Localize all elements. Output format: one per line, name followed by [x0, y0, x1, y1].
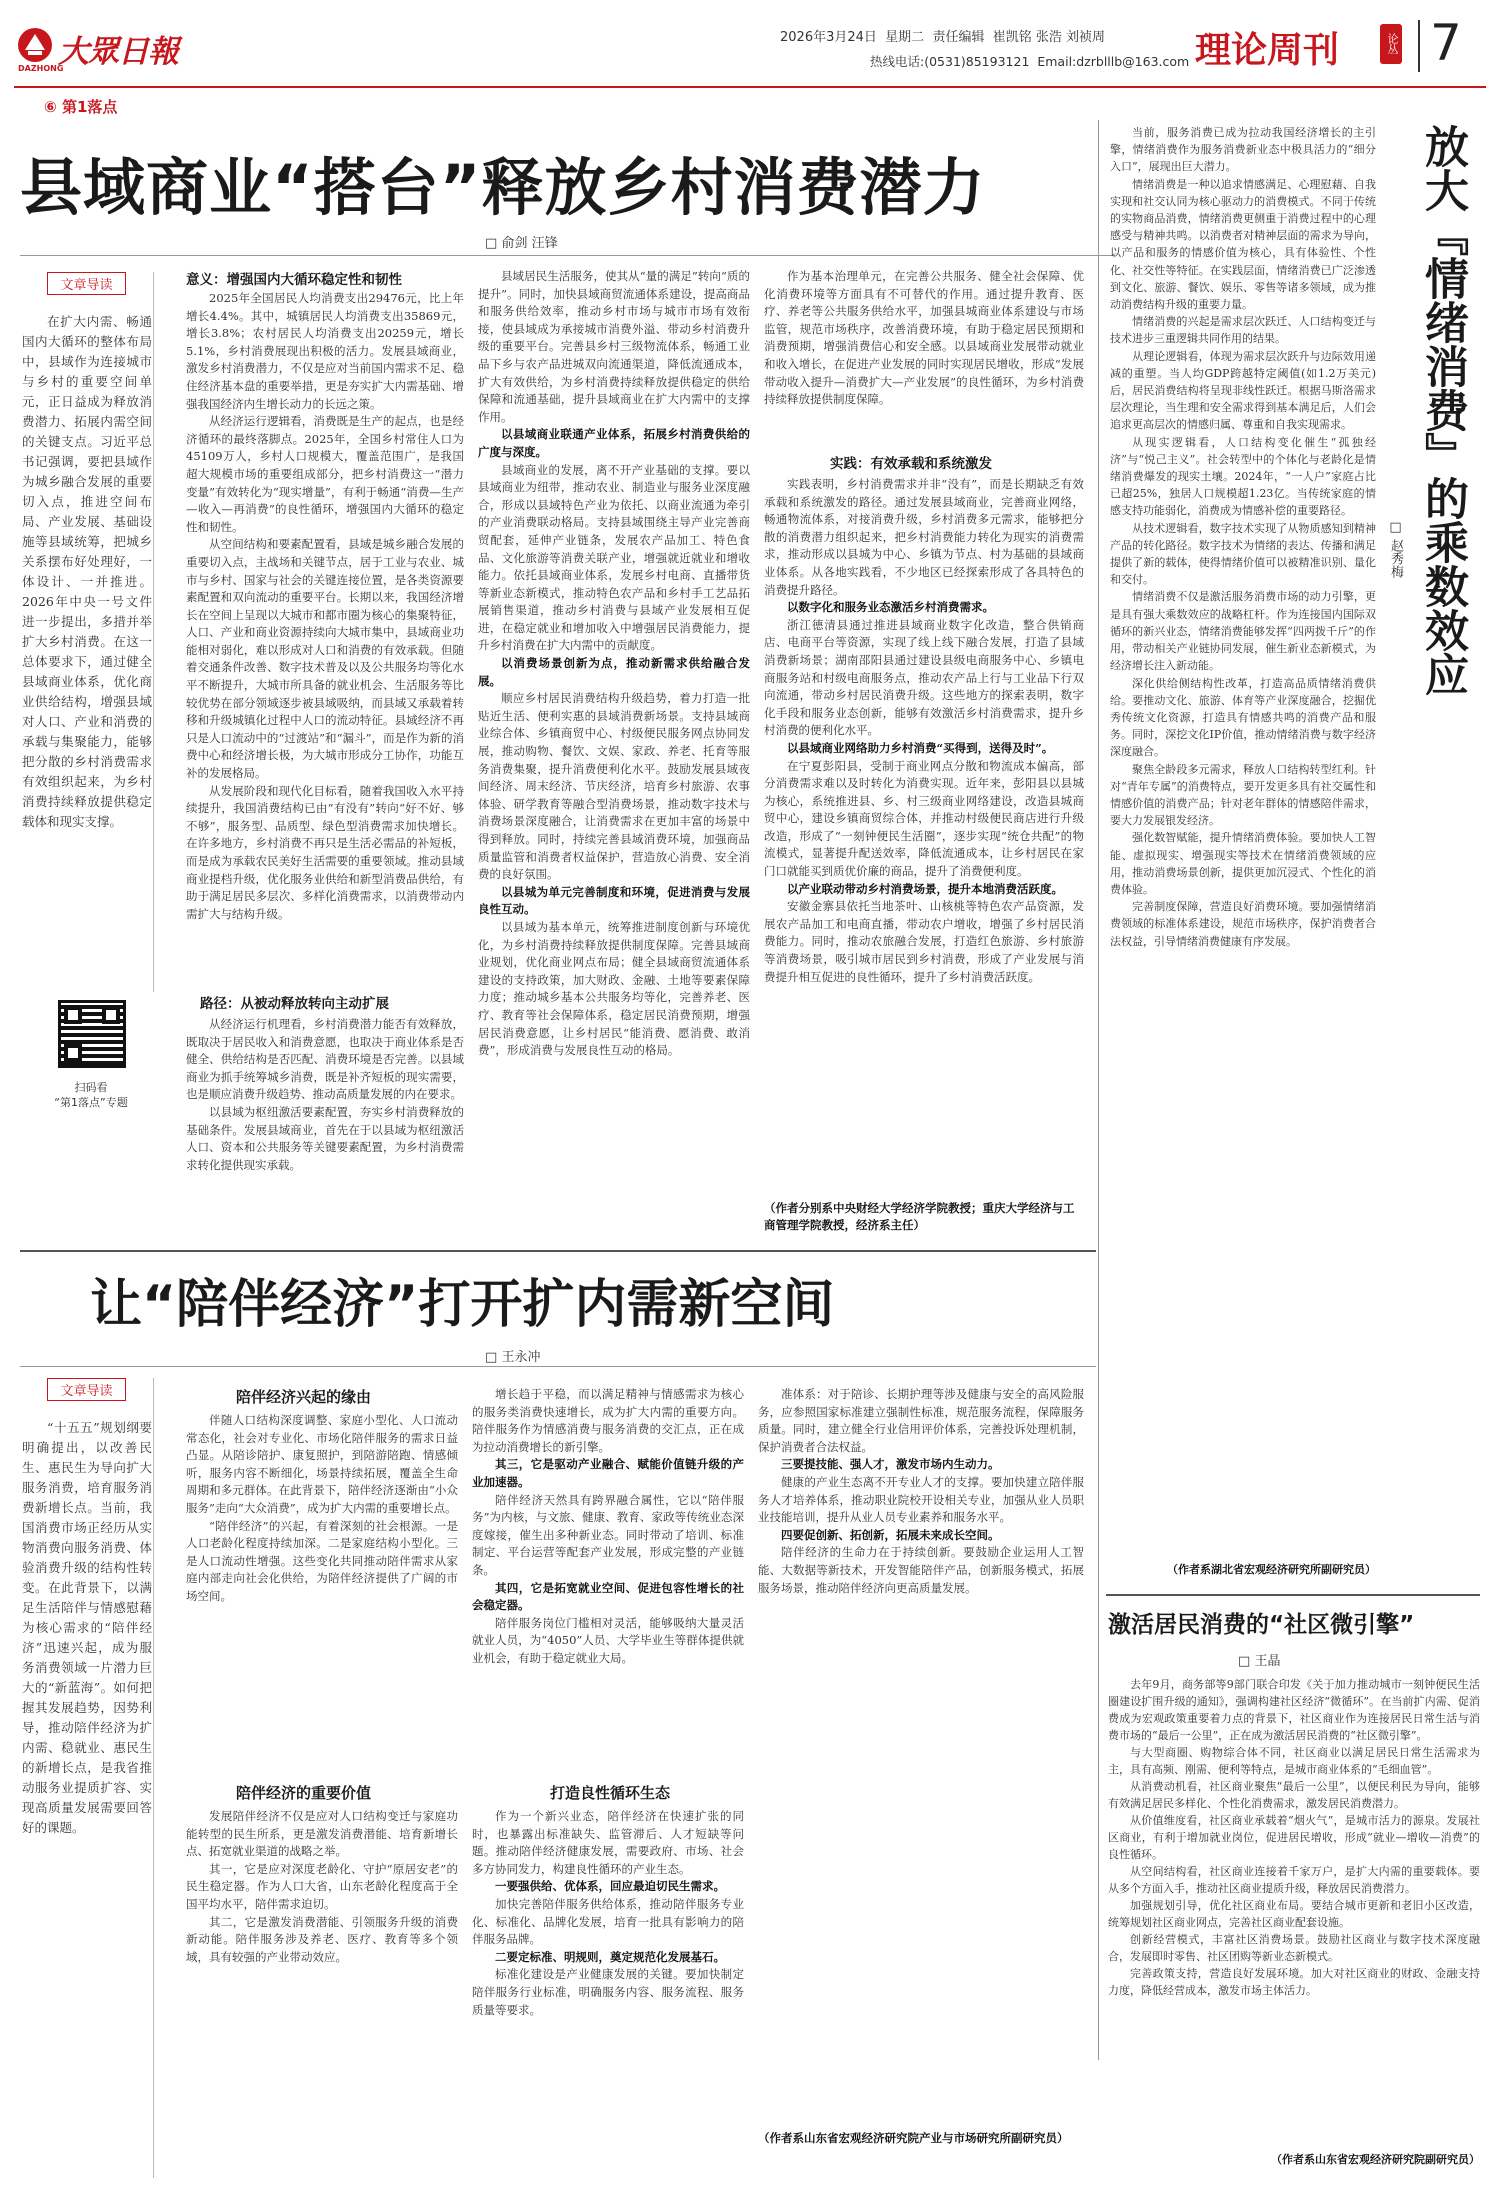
- author-box-icon: □: [1238, 1654, 1251, 1669]
- qr-caption-line2: “第1落点”专题: [54, 1096, 128, 1109]
- guide-label: 文章导读: [47, 272, 125, 295]
- paragraph: 从现实逻辑看，人口结构变化催生“孤独经济”与“悦己主义”。社会转型中的个体化与老龄化是情绪消费爆发的现实土壤。2024年，“一人户”家庭占比已超25%，独居人口规模超1.23亿。当传统家庭的情感支持功能弱化，消费成为情感补偿的重要路径。: [1110, 435, 1376, 518]
- paragraph: 其一，它是应对深度老龄化、守护“原居安老”的民生稳定器。作为人口大省，山东老龄化程度高于全国平均水平，陪伴需求迫切。: [186, 1861, 458, 1911]
- qr-caption-line1: 扫码看: [74, 1081, 108, 1094]
- article2-sub1: 陪伴经济兴起的缘由: [236, 1388, 372, 1406]
- paragraph: 增长趋于平稳，而以满足精神与情感需求为核心的服务类消费快速增长，成为扩大内需的重要方向。陪伴服务作为情感消费与服务消费的交汇点，正在成为拉动消费增长的新引擎。: [472, 1387, 744, 1454]
- paragraph: 以县域为基本单元，统筹推进制度创新与环境优化，为乡村消费持续释放提供制度保障。完善县域商业规划，优化商业网点布局；健全县域商贸流通体系建设的支持政策，加大财政、金融、土地等要素保障力度；推动城乡基本公共服务均等化，完善养老、医疗、教育等社会保障体系，稳定居民消费预期，增强居民消费意愿，让乡村居民“能消费、愿消费、敢消费”，形成消费与发展良性互动的格局。: [478, 919, 750, 1058]
- author-box-icon: □: [1388, 520, 1403, 535]
- bold-subheading: 四要促创新、拓创新，拓展未来成长空间。: [781, 1527, 1000, 1542]
- masthead-rule: [14, 86, 1486, 88]
- paragraph: 从价值维度看，社区商业承载着“烟火气”，是城市活力的源泉。发展社区商业，有利于增加就业岗位，促进居民增收，形成“就业—增收—消费”的良性循环。: [1108, 1814, 1480, 1861]
- author-box-icon: □: [485, 236, 498, 251]
- issue-date: 2026年3月24日: [780, 30, 877, 45]
- bold-subheading: 其三，它是驱动产业融合、赋能价值链升级的产业加速器。: [472, 1457, 744, 1489]
- newspaper-logo: [16, 26, 182, 72]
- article2-sub3: 打造良性循环生态: [550, 1784, 671, 1802]
- article1-section3-heading: 实践：有效承载和系统激发: [830, 456, 992, 472]
- kicker: [44, 96, 117, 117]
- kicker-badge-icon: ⑥: [44, 98, 57, 116]
- article1-author-note: [764, 1200, 1084, 1234]
- issue-info: [780, 26, 1105, 45]
- masthead: [0, 0, 1500, 82]
- paragraph: 从空间结构看，社区商业连接着千家万户，是扩大内需的重要载体。要从多个方面入手，推动社区商业提质升级，释放居民消费潜力。: [1108, 1865, 1480, 1895]
- paragraph: “陪伴经济”的兴起，有着深刻的社会根源。一是人口老龄化程度持续加深。二是家庭结构小型化。三是人口流动性增强。这些变化共同推动陪伴需求从家庭内部走向社会化供给，为陪伴经济提供了广阔的市场空间。: [186, 1518, 458, 1603]
- logo-text: 大眾日報: [58, 34, 178, 70]
- paragraph: 去年9月，商务部等9部门联合印发《关于加力推动城市一刻钟便民生活圈建设扩围升级的通知》，强调构建社区经济“微循环”。在当前扩内需、促消费成为宏观政策重要着力点的背景下，社区商业作为连接居民日常生活与消费市场的“最后一公里”，正在成为激活居民消费的“社区微引擎”。: [1108, 1678, 1480, 1742]
- bold-subheading: 以县城为单元完善制度和环境，促进消费与发展良性互动。: [478, 884, 750, 917]
- paragraph: 伴随人口结构深度调整、家庭小型化、人口流动常态化，社会对专业化、市场化陪伴服务的需求日益凸显。从陪诊陪护、康复照护，到陪游陪跑、情感倾听，服务内容不断细化，场景持续拓展，覆盖全生命周期和多元群体。在此背景下，陪伴经济逐渐由“小众服务”走向“大众消费”，成为扩大内需的重要增长点。: [186, 1413, 458, 1515]
- article4-author-name: 王晶: [1254, 1654, 1281, 1669]
- article2-title: 让“陪伴经济”打开扩内需新空间: [90, 1275, 835, 1335]
- article1-col3-body: [764, 268, 1084, 448]
- paragraph: 陪伴服务岗位门槛相对灵活，能够吸纳大量灵活就业人员，为“4050”人员、大学毕业生等群体提供就业机会，有助于稳定就业大局。: [472, 1615, 744, 1665]
- paragraph: 从空间结构和要素配置看，县域是城乡融合发展的重要切入点，主战场和关键节点，居于工业与农业、城市与乡村、国家与社会的关键连接位置，是各类资源要素配置和双向流动的重要平台。长期以来，我国经济增长在空间上呈现以大城市和都市圈为核心的集聚特征，人口、产业和商业资源持续向大城市集中，县域商业功能相对弱化，难以形成对人口和消费的有效承载。但随着交通条件改善、数字技术普及以及公共服务均等化水平不断提升，大城市所具备的就业机会、生活服务等比较优势在部分领域逐步被县域吸纳，而县域又承载着转移和升级城镇化过程中人口的流动特征。县域经济不再只是人口流动中的“过渡站”和“漏斗”，而是作为新的消费中心和经济增长极，为大城市形成分工协作，功能互补的发展格局。: [186, 537, 464, 781]
- editor-names: 崔凯铭 张浩 刘祯周: [992, 30, 1105, 45]
- editor-label: 责任编辑: [932, 30, 985, 45]
- bold-subheading: 三要提技能、强人才，激发市场内生动力。: [781, 1457, 1000, 1472]
- paragraph: 加快完善陪伴服务供给体系，推动陪伴服务专业化、标准化、品牌化发展，培育一批具有影响力的陪伴服务品牌。: [472, 1896, 744, 1947]
- article2-col2-body2: [472, 1808, 744, 2178]
- article2-col1-body2: [186, 1808, 458, 2178]
- article1-col1-body: [186, 290, 464, 980]
- paragraph: 安徽金寨县依托当地茶叶、山核桃等特色农产品资源，发展农产品加工和电商直播，带动农户增收，增强了乡村居民消费能力。同时，推动农旅融合发展，打造红色旅游、乡村旅游等消费场景，吸引城市居民到乡村消费，形成了产业发展与消费提升相互促进的良性循环，提升了乡村消费活跃度。: [764, 899, 1084, 984]
- article2-author-note: （作者系山东省宏观经济研究院产业与市场研究所副研究员）: [758, 2131, 1069, 2145]
- page-divider: [1418, 20, 1420, 72]
- article2-col3-body: [758, 1386, 1084, 2126]
- article3-body: [1110, 124, 1376, 1554]
- paragraph: 从消费动机看，社区商业聚焦“最后一公里”，以便民利民为导向，能够有效满足居民多样化、个性化消费需求，激发居民消费潜力。: [1108, 1780, 1480, 1810]
- paragraph: 强化数智赋能，提升情绪消费体验。要加快人工智能、虚拟现实、增强现实等技术在情绪消费领域的应用，推动消费场景创新，提供更加沉浸式、个性化的消费体验。: [1110, 831, 1376, 896]
- title-rule: [20, 255, 1115, 256]
- article1-section1-heading: 意义：增强国内大循环稳定性和韧性: [186, 272, 402, 288]
- paragraph: 完善制度保障，营造良好消费环境。要加强情绪消费领域的标准体系建设，规范市场秩序，保护消费者合法权益，引导情绪消费健康有序发展。: [1110, 900, 1376, 948]
- article3-author-note: （作者系湖北省宏观经济研究所副研究员）: [1167, 1563, 1376, 1576]
- paragraph: 发展陪伴经济不仅是应对人口结构变迁与家庭功能转型的民生所系，更是激发消费潜能、培育新增长点、拓宽就业渠道的战略之举。: [186, 1809, 458, 1859]
- article4-title: 激活居民消费的“社区微引擎”: [1108, 1612, 1415, 1638]
- article2-title-rule: [20, 1366, 1096, 1367]
- author-note-label: （作者分别系中央财经大学经济学院教授；: [764, 1201, 983, 1215]
- hotline: 热线电话:(0531)85193121: [870, 54, 1030, 69]
- guide-paragraph: 在扩大内需、畅通国内大循环的整体布局中，县域作为连接城市与乡村的重要空间单元，正日益成为释放消费潜力、拓展内需空间的关键支点。习近平总书记强调，要把县域作为城乡融合发展的重要切入点，推进空间布局、产业发展、基础设施等县域统筹，把城乡关系摆布好处理好，一体设计、一并推进。2026年中央一号文件进一步提出，多措并举扩大乡村消费。在这一总体要求下，通过健全县域商业体系，优化商业供给结构，增强县域对人口、产业和消费的承载与集聚能力，能够把分散的乡村消费需求有效组织起来，为乡村消费持续释放提供稳定载体和现实支撑。: [22, 314, 152, 829]
- section-title: 理论周刊: [1195, 30, 1340, 71]
- paragraph: 顺应乡村居民消费结构升级趋势，着力打造一批贴近生活、便利实惠的县域消费新场景。支持县域商业综合体、乡镇商贸中心、村级便民服务网点协同发展，推动购物、餐饮、文娱、家政、养老、托育等服务消费集聚，提升消费便利化水平。鼓励发展县域夜间经济、周末经济、节庆经济，培育乡村旅游、农事体验、研学教育等融合型消费场景，推动数字技术与消费场景深度融合，让消费需求在更加丰富的场景中得到释放。同时，持续完善县域消费环境，加强商品质量监管和消费者权益保护，营造放心消费、安全消费的良好氛围。: [478, 691, 750, 882]
- article1-section2-heading: 路径：从被动释放转向主动扩展: [200, 996, 389, 1012]
- paragraph: 作为一个新兴业态，陪伴经济在快速扩张的同时，也暴露出标准缺失、监管滞后、人才短缺等问题。推动陪伴经济健康发展，需要政府、市场、社会多方协同发力，构建良性循环的产业生态。: [472, 1809, 744, 1876]
- author-box-icon: □: [485, 1350, 498, 1365]
- paragraph: 当前，服务消费已成为拉动我国经济增长的主引擎，情绪消费作为服务消费新业态中极具活力的“细分入口”，展现出巨大潜力。: [1110, 126, 1376, 174]
- bold-subheading: 以县域商业联通产业体系，拓展乡村消费供给的广度与深度。: [478, 427, 750, 459]
- article1-col3-body2: [764, 476, 1084, 1196]
- paragraph: 县域商业的发展，离不开产业基础的支撑。要以县域商业为纽带，推动农业、制造业与服务业深度融合，形成以县域特色产业为依托、以商业流通为牵引的产业消费联动格局。支持县域围绕主导产业完善商贸配套，延伸产业链条，发展农产品加工、特色食品、文化旅游等消费关联产业，增强就近就业和增收能力。依托县域商业体系，发展乡村电商、直播带货等新业态新模式，推动特色农产品和乡村手工艺品拓展销售渠道，推动乡村消费与县域产业发展相互促进，在稳定就业和增加收入中增强居民消费能力，提升乡村消费在扩大内需中的贡献度。: [478, 462, 750, 653]
- paragraph: 聚焦全龄段多元需求，释放人口结构转型红利。针对“青年专属”的消费特点，要开发更多具有社交属性和情感价值的消费产品；针对老年群体的情感陪伴需求，要大力发展银发经济。: [1110, 762, 1376, 828]
- paragraph: 实践表明，乡村消费需求并非“没有”，而是长期缺乏有效承载和系统激发的路径。通过发展县域商业，完善商业网络，畅通物流体系，对接消费升级，乡村消费多元需求，能够把分散的消费潜力组织起来，把乡村消费能力转化为现实的消费需求，推动形成以县城为中心、乡镇为节点、村为基础的县域商业体系。从各地实践看，不少地区已经探索形成了各具特色的消费提升路径。: [764, 477, 1084, 597]
- bold-subheading: 以产业联动带动乡村消费场景，提升本地消费活跃度。: [787, 881, 1063, 896]
- paragraph: 标准化建设是产业健康发展的关键。要加快制定陪伴服务行业标准，明确服务内容、服务流程、服务质量等要求。: [472, 1967, 744, 2017]
- guide-label: 文章导读: [47, 1378, 125, 1401]
- article4-author-note: （作者系山东省宏观经济研究院副研究员）: [1271, 2153, 1480, 2166]
- article2-top-rule: [20, 1250, 1096, 1252]
- paragraph: 健康的产业生态离不开专业人才的支撑。要加快建立陪伴服务人才培养体系，推动职业院校开设相关专业，加强从业人员职业技能培训，提升从业人员专业素养和服务水平。: [758, 1474, 1084, 1525]
- article4-body: [1108, 1676, 1480, 2146]
- paragraph: 陪伴经济天然具有跨界融合属性，它以“陪伴服务”为内核，与文旅、健康、教育、家政等传统业态深度嫁接，催生出多种新业态。同时带动了培训、标准制定、平台运营等配套产业发展，形成完整的产业链条。: [472, 1492, 744, 1577]
- contact-info: [870, 52, 1189, 70]
- article1-title: 县域商业“搭台”释放乡村消费潜力: [20, 151, 986, 224]
- paragraph: 创新经营模式，丰富社区消费场景。鼓励社区商业与数字技术深度融合，发展即时零售、社区团购等新业态新模式。: [1108, 1933, 1480, 1963]
- logo-emblem-icon: [16, 26, 54, 64]
- bold-subheading: 其四，它是拓宽就业空间、促进包容性增长的社会稳定器。: [472, 1580, 744, 1613]
- paragraph: 作为基本治理单元，在完善公共服务、健全社会保障、优化消费环境等方面具有不可替代的作用。通过提升教育、医疗、养老等公共服务供给水平，加强县城商业体系建设与市场监管，规范市场秩序，改善消费环境，有助于稳定居民预期和消费预期，增强消费信心和安全感。以县域商业发展带动就业和收入增长，在促进产业发展的同时实现居民增收，形成“发展带动收入提升—消费扩大—产业发展”的良性循环，为乡村消费持续释放提供制度保障。: [764, 269, 1084, 407]
- paragraph: 2025年全国居民人均消费支出29476元，比上年增长4.4%。其中，城镇居民人均消费支出35869元，增长3.8%；农村居民人均消费支出20259元，增长5.1%，乡村消费展现出积极的活力。发展县域商业，激发乡村消费潜力，不仅是应对当前国内需求不足、稳住经济基本盘的重要举措，更是夯实扩大内需基础、增强我国经济内生增长动力的长远之策。: [186, 291, 464, 411]
- paragraph: 陪伴经济的生命力在于持续创新。要鼓励企业运用人工智能、大数据等新技术，开发智能陪伴产品，创新服务模式，拓展服务场景，推动陪伴经济向更高质量发展。: [758, 1545, 1084, 1595]
- guide-paragraph: “十五五”规划纲要明确提出，以改善民生、惠民生为导向扩大服务消费，培育服务消费新增长点。当前，我国消费市场正经历从实物消费向服务消费、体验消费升级的结构性转变。在此背景下，以满足生活陪伴与情感慰藉为核心需求的“陪伴经济”迅速兴起，成为服务消费领域一片潜力巨大的“新蓝海”。如何把握其发展趋势，因势利导，推动陪伴经济为扩内需、稳就业、惠民生的新增长点，是我省推动服务业提质扩容、实现高质量发展需要回答好的课题。: [22, 1420, 152, 1835]
- page-number: 7: [1430, 14, 1462, 72]
- section-tag: 论丛: [1380, 24, 1402, 64]
- article2-col2-body: [472, 1386, 744, 1766]
- article2-col1-body: [186, 1412, 458, 1772]
- paragraph: 情绪消费的兴起是需求层次跃迁、人口结构变迁与技术进步三重逻辑共同作用的结果。: [1110, 315, 1376, 346]
- paragraph: 以县域为枢纽激活要素配置，夯实乡村消费释放的基础条件。发展县域商业，首先在于以县域为枢纽激活人口、资本和公共服务等关键要素配置，为乡村消费需求转化提供现实承载。: [186, 1104, 464, 1172]
- bold-subheading: 以数字化和服务业态激活乡村消费需求。: [787, 600, 994, 615]
- author-note-text: 重庆大学经济与工商管理学院教授，经济系主任）: [764, 1201, 1075, 1232]
- paragraph: 在宁夏彭阳县，受制于商业网点分散和物流成本偏高，部分消费需求难以及时转化为消费实现。近年来，彭阳县以县城为核心，系统推进县、乡、村三级商业网络建设，改造县城商贸中心，建设乡镇商贸综合体，并推动村级便民商店进行升级改造，形成了“一刻钟便民生活圈”，逐步实现“统仓共配”的物流模式，显著提升配送效率，降低流通成本，让乡村居民在家门口就能买到质优价廉的商品，提升了消费便利度。: [764, 758, 1084, 879]
- paragraph: 县域居民生活服务，使其从“量的满足”转向“质的提升”。同时，加快县域商贸流通体系建设，提高商品和服务供给效率，推动乡村市场与城市市场有效衔接，使县域成为承接城市消费外溢、带动乡村消费升级的重要平台。完善县乡村三级物流体系，畅通工业品下乡与农产品进城双向流通渠道，降低流通成本，扩大有效供给，为乡村消费持续释放提供稳定的供给保障和流通基础，提升县域商业在扩大内需中的支撑作用。: [478, 269, 750, 424]
- kicker-text: 第1落点: [61, 98, 118, 116]
- paragraph: 准体系：对于陪诊、长期护理等涉及健康与安全的高风险服务，应参照国家标准建立强制性标准，规范服务流程，保障服务质量。同时，建立健全行业信用评价体系，完善投诉处理机制，保护消费者合法权益。: [758, 1387, 1084, 1454]
- issue-weekday: 星期二: [885, 30, 925, 45]
- article3-author-name: 赵秀梅: [1388, 539, 1403, 579]
- bold-subheading: 以县域商业网络助力乡村消费“买得到，送得及时”。: [787, 740, 1054, 755]
- article4-author: [1238, 1650, 1280, 1669]
- article1-author: [485, 232, 558, 251]
- bold-subheading: 一要强供给、优体系，回应最迫切民生需求。: [495, 1879, 725, 1894]
- paragraph: 浙江德清县通过推进县域商业数字化改造，整合供销商店、电商平台等资源，实现了线上线下融合发展，打造了县域消费新场景；湖南邵阳县通过建设县级电商服务中心、乡镇电商服务站和村级电商服务点，推动农产品上行与工业品下行双向流通，带动乡村居民消费升级。这些地方的探索表明，数字化手段和服务业态创新，能够有效激活乡村消费需求，提升乡村消费的便利化水平。: [764, 617, 1084, 738]
- article2-guide-text: [22, 1418, 152, 2178]
- bold-subheading: 二要定标准、明规则，奠定规范化发展基石。: [495, 1949, 725, 1964]
- paragraph: 完善政策支持，营造良好发展环境。加大对社区商业的财政、金融支持力度，降低经营成本，激发市场主体活力。: [1108, 1967, 1480, 1997]
- qr-caption: [26, 1080, 156, 1110]
- article1-author-name: 俞剑 汪锋: [501, 236, 558, 251]
- article2-author-name: 王永冲: [501, 1350, 541, 1365]
- paragraph: 从理论逻辑看，体现为需求层次跃升与边际效用递减的重塑。当人均GDP跨越特定阈值(如1.2万美元)后，居民消费结构将呈现非线性跃迁。根据马斯洛需求层次理论，当生理和安全需求得到基本满足后，人们会追求更高层次的情感归属、尊重和自我实现需求。: [1110, 349, 1376, 432]
- paragraph: 情绪消费是一种以追求情感满足、心理慰藉、自我实现和社交认同为核心驱动力的消费模式。不同于传统的实物商品消费，情绪消费更侧重于消费过程中的心理感受与精神共鸣。以消费者对精神层面的需求为导向，以产品和服务的情感价值为核心，具有体验性、个性化、社交性等特征。在实践层面，情绪消费已广泛渗透到文化、旅游、餐饮、娱乐、零售等诸多领域，成为推动消费结构升级的重要力量。: [1110, 177, 1376, 312]
- article4-top-rule: [1106, 1594, 1480, 1596]
- paragraph: 从技术逻辑看，数字技术实现了从物质感知到精神产品的转化路径。数字技术为情绪的表达、传播和满足提供了新的载体，使得情绪价值可以被精准识别、量化和交付。: [1110, 521, 1376, 587]
- article1-col1-body2: [186, 1016, 464, 1238]
- article3-title: 放大『情绪消费』的乘数效应: [1417, 124, 1468, 696]
- paragraph: 从发展阶段和现代化目标看，随着我国收入水平持续提升，我国消费结构已由“有没有”转向“好不好、够不够”，服务型、品质型、绿色型消费需求加快增长。在许多地方，乡村消费不再只是生活必需品的补短板，而是成为承载农民美好生活需要的重要领域。推动县域商业提档升级，优化服务业供给和新型消费品供给，有助于满足居民多层次、多样化消费需求，以消费带动内需扩大与结构升级。: [186, 783, 464, 921]
- paragraph: 从经济运行逻辑看，消费既是生产的起点，也是经济循环的最终落脚点。2025年，全国乡村常住人口为45109万人，乡村人口规模大，覆盖范围广，是我国超大规模市场的重要组成部分，把乡村消费这一“潜力变量”有效转化为“现实增量”，有利于畅通“消费—生产—收入—再消费”的良性循环，增强国内大循环的稳定性和韧性。: [186, 414, 464, 534]
- paragraph: 加强规划引导，优化社区商业布局。要结合城市更新和老旧小区改造，统筹规划社区商业网点，完善社区商业配套设施。: [1108, 1899, 1480, 1929]
- article3-author: [1386, 520, 1405, 578]
- article1-guide-text: [22, 312, 152, 829]
- article1-col2-body: [478, 268, 750, 1240]
- paragraph: 其二，它是激发消费潜能、引领服务升级的消费新动能。陪伴服务涉及养老、医疗、教育等多个领域，具有较强的产业带动效应。: [186, 1914, 458, 1964]
- article2-sub2: 陪伴经济的重要价值: [236, 1784, 372, 1802]
- logo-subtext: DAZHONG: [18, 64, 64, 73]
- paragraph: 深化供给侧结构性改革，打造高品质情绪消费供给。要推动文化、旅游、体育等产业深度融合，挖掘优秀传统文化资源，打造具有情感共鸣的消费产品和服务。同时，深挖文化IP价值，推动情绪消费与数字经济深度融合。: [1110, 676, 1376, 759]
- paragraph: 从经济运行机理看，乡村消费潜力能否有效释放，既取决于居民收入和消费意愿，也取决于商业体系是否健全、供给结构是否匹配、消费环境是否完善。以县域商业为抓手统筹城乡消费，既是补齐短板的现实需要，也是顺应消费升级趋势、推动高质量发展的内在要求。: [186, 1017, 464, 1102]
- article2-author: [485, 1346, 540, 1365]
- paragraph: 情绪消费不仅是激活服务消费市场的动力引擎，更是具有强大乘数效应的战略杠杆。作为连接国内国际双循环的新兴业态，情绪消费能够发挥“四两拨千斤”的作用，带动相关产业链协同发展，催生新业态新模式，为经济增长注入新动能。: [1110, 590, 1376, 673]
- right-column-divider: [1098, 120, 1099, 2060]
- paragraph: 与大型商圈、购物综合体不同，社区商业以满足居民日常生活需求为主，具有高频、刚需、便利等特点，是城市商业体系的“毛细血管”。: [1108, 1746, 1480, 1776]
- qr-code[interactable]: [58, 1000, 126, 1068]
- bold-subheading: 以消费场景创新为点，推动新需求供给融合发展。: [478, 656, 750, 688]
- email: Email:dzrblllb@163.com: [1037, 54, 1190, 69]
